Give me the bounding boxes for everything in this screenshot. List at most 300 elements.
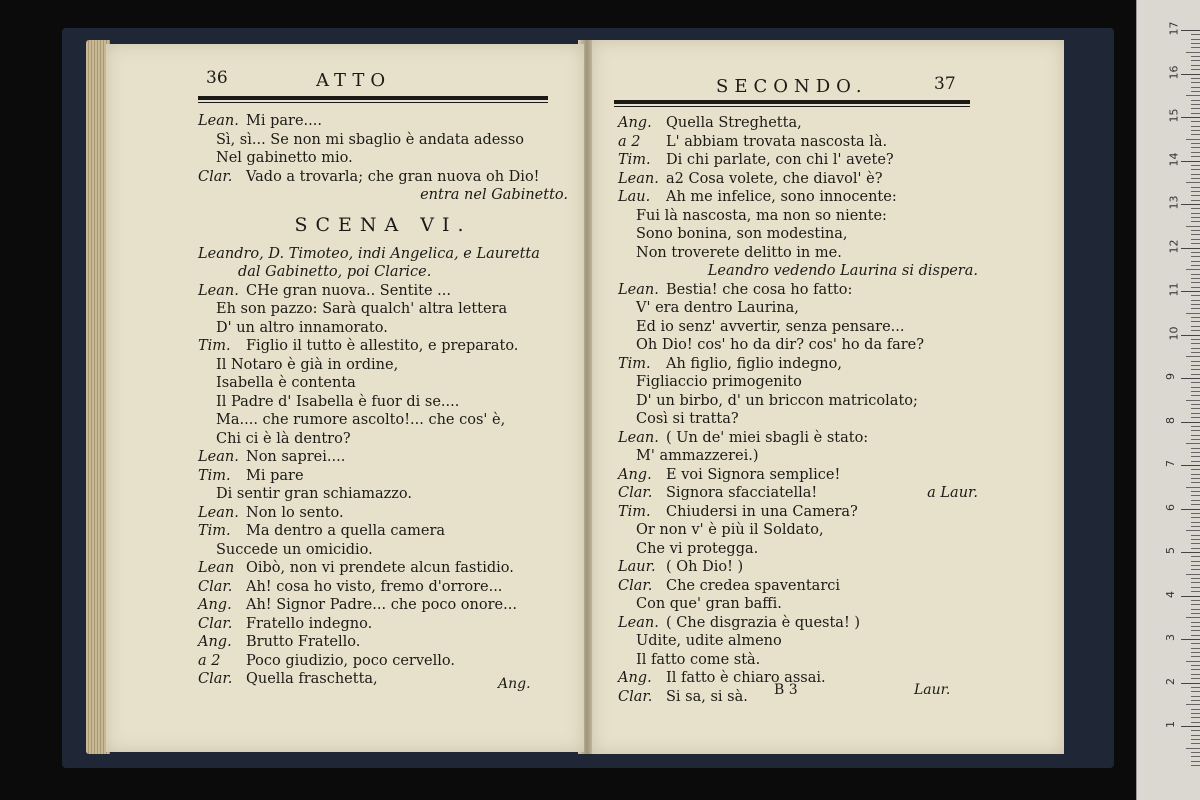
ruler-minor-tick [1191,709,1200,710]
text-line [618,614,978,633]
text-line [198,522,568,541]
line-text: ( Un de' miei sbagli è stato: [666,429,869,446]
ruler-major-tick [1181,683,1200,684]
ruler-number: 8 [1164,416,1177,424]
ruler-minor-tick [1186,530,1200,531]
ruler-minor-tick [1191,169,1200,170]
ruler-minor-tick [1191,430,1200,431]
line-text: D' un altro innamorato. [216,319,388,336]
ruler-minor-tick [1191,543,1200,544]
line-text: Mi pare [246,467,304,484]
ruler-number: 4 [1164,590,1177,598]
ruler-minor-tick [1191,756,1200,757]
line-text: Ah! Signor Padre... che poco onore... [246,597,517,613]
ruler-minor-tick [1191,69,1200,70]
ruler-minor-tick [1191,439,1200,440]
header-rule-thin [614,106,970,107]
text-line [618,651,978,670]
text-line [198,633,568,652]
ruler-minor-tick [1191,39,1200,40]
ruler-minor-tick [1191,113,1200,114]
speaker-label: Laur. [618,559,656,575]
line-text: entra nel Gabinetto. [420,187,568,203]
line-text: Il Padre d' Isabella è fuor di se.... [216,393,460,410]
speaker-label: Tim. [198,467,231,484]
speaker-label: Clar. [198,578,233,595]
line-text: Or non v' è più il Soldato, [636,522,824,538]
speaker-label: Lean. [198,449,239,465]
header-rule-thin [198,102,548,103]
ruler-minor-tick [1186,574,1200,575]
left-catchword: Ang. [498,676,531,692]
ruler-minor-tick [1191,456,1200,457]
line-text: Ah me infelice, sono innocente: [666,189,897,205]
ruler-minor-tick [1191,178,1200,179]
ruler-major-tick [1181,639,1200,640]
ruler-major-tick [1181,74,1200,75]
speaker-label: Clar. [198,671,233,687]
ruler-minor-tick [1191,130,1200,131]
ruler-minor-tick [1191,474,1200,475]
ruler-major-tick [1181,204,1200,205]
speaker-label: Lean [198,560,235,576]
line-text: Non saprei.... [246,449,346,465]
ruler-minor-tick [1191,613,1200,614]
ruler-minor-tick [1191,730,1200,731]
ruler-minor-tick [1191,452,1200,453]
ruler-minor-tick [1191,343,1200,344]
speaker-label: Ang. [618,115,652,131]
right-running-head: SECONDO. [716,76,868,97]
ruler-number: 5 [1164,547,1177,554]
ruler-minor-tick [1191,678,1200,679]
ruler-minor-tick [1191,761,1200,762]
ruler-minor-tick [1191,326,1200,327]
ruler-minor-tick [1186,748,1200,749]
ruler-minor-tick [1186,226,1200,227]
left-page-text [198,112,568,689]
speaker-label: Clar. [618,485,653,501]
ruler-major-tick [1181,552,1200,553]
ruler-minor-tick [1191,687,1200,688]
text-line [198,337,568,356]
speaker-label: Lean. [618,170,659,187]
line-text: Succede un omicidio. [216,541,373,558]
ruler-minor-tick [1191,591,1200,592]
ruler-minor-tick [1191,100,1200,101]
speaker-label: Clar. [198,615,233,632]
ruler-minor-tick [1191,213,1200,214]
ruler-minor-tick [1191,735,1200,736]
text-line [198,282,568,301]
ruler-minor-tick [1191,243,1200,244]
ruler-minor-tick [1191,635,1200,636]
ruler-minor-tick [1191,365,1200,366]
ruler-minor-tick [1191,539,1200,540]
text-line [198,596,568,615]
text-line [618,151,978,170]
ruler-minor-tick [1191,261,1200,262]
text-line [618,281,978,300]
ruler-minor-tick [1191,82,1200,83]
ruler-minor-tick [1191,587,1200,588]
ruler-minor-tick [1191,304,1200,305]
ruler-minor-tick [1186,182,1200,183]
ruler-major-tick [1181,465,1200,466]
ruler-number: 15 [1167,108,1181,123]
ruler-minor-tick [1191,648,1200,649]
ruler-number: 14 [1167,152,1181,166]
ruler-minor-tick [1191,221,1200,222]
line-text: Di chi parlate, con chi l' avete? [666,152,894,168]
text-line [618,521,978,540]
left-page [106,44,584,752]
ruler-minor-tick [1191,752,1200,753]
right-page [592,40,1064,754]
header-rule-thick [614,100,970,104]
ruler-minor-tick [1191,91,1200,92]
ruler-minor-tick [1191,395,1200,396]
ruler-major-tick [1181,422,1200,423]
ruler-minor-tick [1191,491,1200,492]
ruler-minor-tick [1186,313,1200,314]
text-line [618,299,978,318]
ruler-number: 17 [1167,21,1181,36]
line-text: Ed io senz' avvertir, senza pensare... [636,318,905,335]
ruler-minor-tick [1191,600,1200,601]
line-text: Udite, udite almeno [636,633,782,649]
left-running-head: ATTO [316,70,392,91]
line-text: Brutto Fratello. [246,634,361,650]
text-line [618,373,978,392]
speaker-label: Lean. [198,282,239,299]
ruler-minor-tick [1191,674,1200,675]
text-line [198,448,568,467]
ruler-minor-tick [1191,174,1200,175]
ruler-minor-tick [1191,339,1200,340]
speaker-label: a 2 [618,133,641,150]
ruler-minor-tick [1191,321,1200,322]
ruler-minor-tick [1191,565,1200,566]
ruler-minor-tick [1191,669,1200,670]
text-line [198,374,568,393]
line-text: Il fatto come stà. [636,651,761,668]
text-line [198,149,568,168]
right-catchword: Laur. [914,682,951,698]
ruler-minor-tick [1191,43,1200,44]
ruler-minor-tick [1191,191,1200,192]
ruler-minor-tick [1191,34,1200,35]
ruler-minor-tick [1191,147,1200,148]
speaker-label: Lean. [618,281,659,298]
text-line [618,355,978,374]
ruler-minor-tick [1191,78,1200,79]
text-line [198,263,568,282]
ruler-minor-tick [1186,400,1200,401]
line-text: D' un birbo, d' un briccon matricolato; [636,392,918,409]
ruler-minor-tick [1191,230,1200,231]
text-line [618,244,978,263]
ruler-minor-tick [1191,47,1200,48]
line-text: Mi pare.... [246,113,322,129]
ruler-minor-tick [1191,500,1200,501]
text-line [618,632,978,651]
ruler-minor-tick [1191,609,1200,610]
line-text: Bestia! che cosa ho fatto: [666,281,853,298]
ruler-minor-tick [1191,526,1200,527]
line-text: Oibò, non vi prendete alcun fastidio. [246,560,514,576]
speaker-label: Ang. [618,670,652,686]
speaker-label: Ang. [198,597,232,613]
text-line [618,392,978,411]
line-text: Leandro vedendo Laurina si dispera. [707,263,978,279]
text-line [618,558,978,577]
speaker-label: Lean. [618,429,659,446]
speaker-label: Ang. [618,466,652,483]
line-text: a2 Cosa volete, che diavol' è? [666,170,883,187]
left-page-number: 36 [206,68,228,88]
ruler-minor-tick [1191,765,1200,766]
text-line [198,131,568,150]
line-text: dal Gabinetto, poi Clarice. [238,264,432,280]
ruler-minor-tick [1191,274,1200,275]
line-text: Non lo sento. [246,504,344,521]
ruler-minor-tick [1191,108,1200,109]
ruler-minor-tick [1191,482,1200,483]
line-text: V' era dentro Laurina, [636,300,799,316]
ruler-minor-tick [1191,317,1200,318]
ruler-minor-tick [1191,56,1200,57]
ruler-minor-tick [1186,661,1200,662]
header-rule-thick [198,96,548,100]
text-line [618,188,978,207]
ruler-minor-tick [1186,487,1200,488]
text-line [618,447,978,466]
text-line [618,429,978,448]
line-text: Quella fraschetta, [246,671,378,687]
line-text: Il fatto è chiaro assai. [666,670,826,686]
line-text: Non troverete delitto in me. [636,244,842,261]
speaker-label: Lean. [198,504,239,521]
line-text: Fratello indegno. [246,615,373,632]
line-text: Così si tratta? [636,411,739,427]
ruler-minor-tick [1191,300,1200,301]
ruler-minor-tick [1191,626,1200,627]
text-line [618,484,978,503]
ruler-minor-tick [1191,417,1200,418]
ruler-major-tick [1181,378,1200,379]
right-page-number: 37 [934,74,956,94]
text-line [198,168,568,187]
ruler-minor-tick [1191,87,1200,88]
ruler-minor-tick [1191,495,1200,496]
ruler-minor-tick [1191,578,1200,579]
ruler-number: 2 [1164,677,1177,685]
ruler-number: 16 [1167,65,1181,79]
ruler-minor-tick [1191,722,1200,723]
ruler-minor-tick [1191,717,1200,718]
ruler-major-tick [1181,117,1200,118]
text-line [198,319,568,338]
ruler-minor-tick [1191,513,1200,514]
line-text: Isabella è contenta [216,375,356,391]
ruler-minor-tick [1191,278,1200,279]
speaker-label: Clar. [618,577,653,594]
ruler-minor-tick [1191,295,1200,296]
ruler-minor-tick [1191,535,1200,536]
ruler-minor-tick [1191,256,1200,257]
line-text: Con que' gran baffi. [636,596,782,612]
ruler-minor-tick [1186,443,1200,444]
ruler-minor-tick [1191,448,1200,449]
ruler-minor-tick [1191,308,1200,309]
ruler-minor-tick [1191,65,1200,66]
ruler-minor-tick [1191,426,1200,427]
ruler-minor-tick [1191,187,1200,188]
line-text: Figliaccio primogenito [636,374,802,390]
line-text: Oh Dio! cos' ho da dir? cos' ho da fare? [636,337,924,353]
ruler-minor-tick [1191,361,1200,362]
line-text: Leandro, D. Timoteo, indi Angelica, e Lauretta [198,245,540,262]
ruler-minor-tick [1191,391,1200,392]
text-line [618,318,978,337]
ruler-minor-tick [1191,143,1200,144]
ruler-minor-tick [1191,696,1200,697]
ruler-minor-tick [1191,126,1200,127]
text-line [198,467,568,486]
line-text: Fui là nascosta, ma non so niente: [636,207,887,224]
ruler-minor-tick [1186,95,1200,96]
speaker-label: Tim. [618,152,651,168]
ruler-minor-tick [1186,704,1200,705]
signature-mark: B 3 [774,682,798,698]
ruler-minor-tick [1191,387,1200,388]
ruler-minor-tick [1191,548,1200,549]
line-text: ( Oh Dio! ) [666,559,744,575]
text-line [618,466,978,485]
ruler-number: 1 [1164,721,1177,728]
ruler-major-tick [1181,30,1200,31]
text-line [618,225,978,244]
ruler-minor-tick [1186,269,1200,270]
line-text: Chiudersi in una Camera? [666,503,858,520]
line-text: Si sa, si sà. [666,688,748,705]
line-text: Signora sfacciatella! [666,485,818,501]
text-line [618,577,978,596]
ruler-minor-tick [1191,195,1200,196]
text-line [618,503,978,522]
line-text: CHe gran nuova.. Sentite ... [246,282,451,299]
ruler-minor-tick [1191,413,1200,414]
ruler-minor-tick [1191,287,1200,288]
ruler-minor-tick [1191,652,1200,653]
line-text: ( Che disgrazia è questa! ) [666,614,861,631]
ruler-minor-tick [1191,282,1200,283]
speaker-label: Clar. [618,688,653,705]
text-line [198,411,568,430]
text-line [198,186,568,205]
ruler-minor-tick [1191,622,1200,623]
ruler-major-tick [1181,248,1200,249]
ruler-minor-tick [1191,374,1200,375]
line-text: Vado a trovarla; che gran nuova oh Dio! [246,168,540,185]
ruler-minor-tick [1191,691,1200,692]
line-text: Figlio il tutto è allestito, e preparato. [246,338,519,354]
ruler-minor-tick [1191,404,1200,405]
ruler-number: 12 [1167,239,1181,253]
text-line [198,578,568,597]
ruler-minor-tick [1191,234,1200,235]
measuring-ruler [1136,0,1200,800]
ruler-minor-tick [1186,139,1200,140]
speaker-label: Lean. [198,113,239,129]
line-text: M' ammazzerei.) [636,448,759,464]
ruler-minor-tick [1191,134,1200,135]
ruler-minor-tick [1191,469,1200,470]
ruler-minor-tick [1191,369,1200,370]
ruler-minor-tick [1191,517,1200,518]
ruler-minor-tick [1191,408,1200,409]
ruler-minor-tick [1191,522,1200,523]
ruler-minor-tick [1191,208,1200,209]
text-line [198,393,568,412]
ruler-minor-tick [1191,461,1200,462]
right-page-text [618,114,978,706]
text-line [618,262,978,281]
text-line [618,170,978,189]
ruler-major-tick [1181,335,1200,336]
speaker-label: Tim. [618,503,651,520]
line-text: Che credea spaventarci [666,577,841,594]
ruler-number: 9 [1164,373,1177,380]
text-line [198,356,568,375]
speaker-label: a 2 [198,652,221,669]
line-text: Ma.... che rumore ascolto!... che cos' è, [216,412,506,428]
ruler-minor-tick [1191,561,1200,562]
ruler-major-tick [1181,596,1200,597]
text-line [198,559,568,578]
line-text: Ah figlio, figlio indegno, [666,355,842,372]
ruler-number: 10 [1167,326,1181,340]
scene-heading: SCENA VI. [294,213,472,236]
ruler-minor-tick [1191,152,1200,153]
ruler-number: 11 [1167,282,1181,297]
ruler-minor-tick [1191,504,1200,505]
line-text: E voi Signora semplice! [666,466,841,483]
ruler-minor-tick [1191,217,1200,218]
ruler-number: 7 [1164,460,1177,467]
ruler-minor-tick [1191,643,1200,644]
line-text: Di sentir gran schiamazzo. [216,486,412,502]
text-line [198,300,568,319]
ruler-minor-tick [1191,352,1200,353]
line-text: Ma dentro a quella camera [246,523,446,539]
ruler-minor-tick [1191,478,1200,479]
text-line [198,112,568,131]
text-line [198,652,568,671]
text-line [618,336,978,355]
text-line [618,410,978,429]
ruler-major-tick [1181,161,1200,162]
ruler-major-tick [1181,726,1200,727]
ruler-minor-tick [1191,739,1200,740]
line-text: Sono bonina, son modestina, [636,226,848,242]
ruler-minor-tick [1191,252,1200,253]
ruler-minor-tick [1191,743,1200,744]
ruler-major-tick [1181,291,1200,292]
ruler-minor-tick [1191,556,1200,557]
ruler-number: 13 [1167,195,1181,210]
